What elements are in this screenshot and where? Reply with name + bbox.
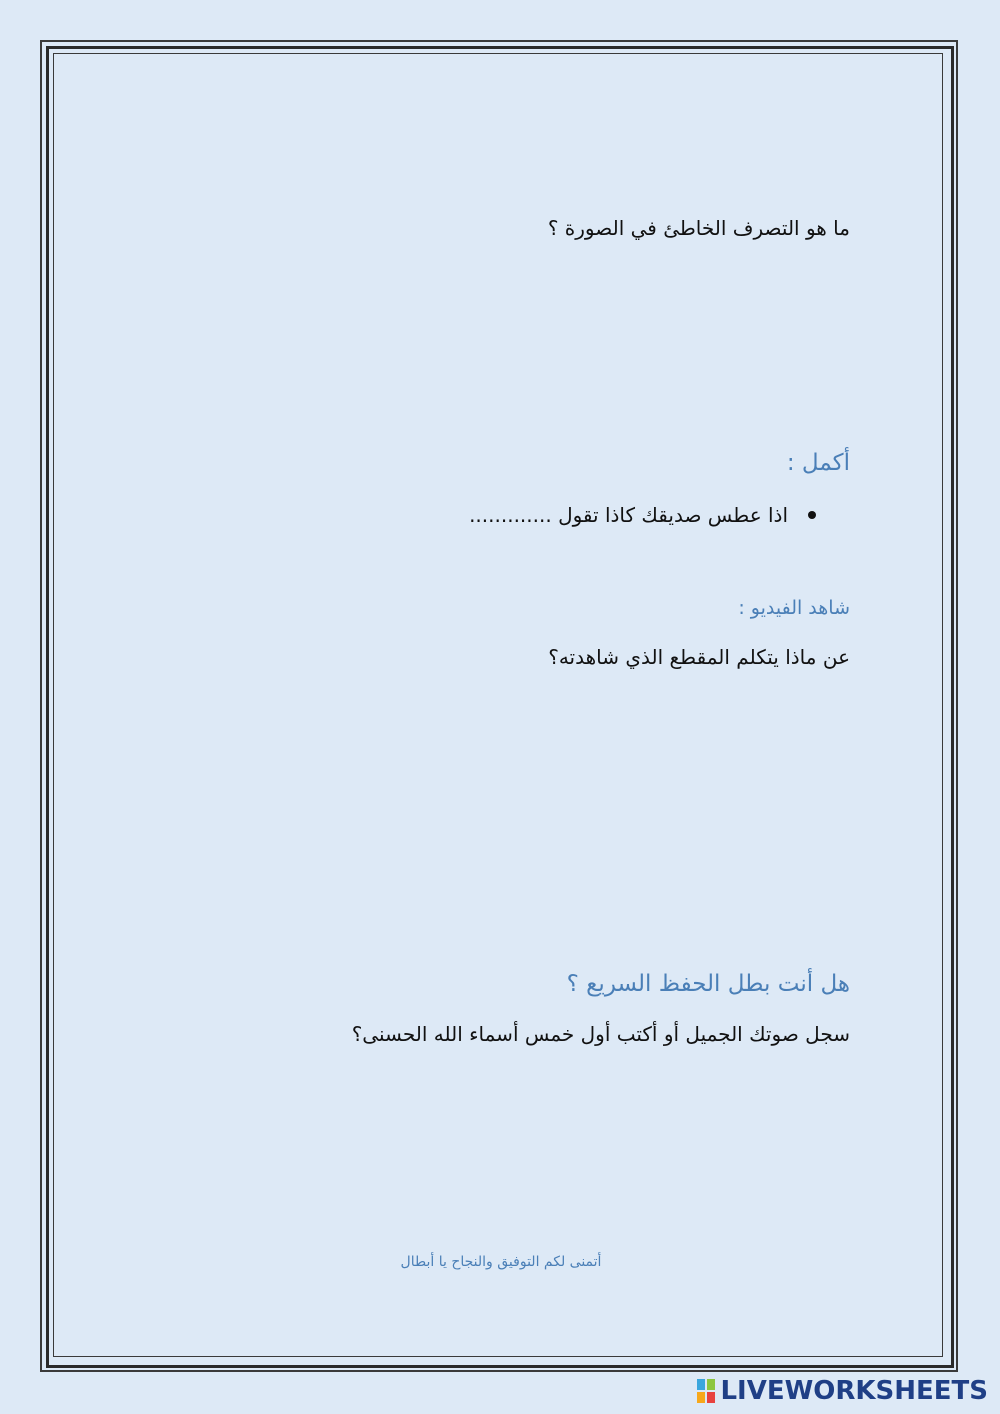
memorize-heading: هل أنت بطل الحفظ السريع ؟ [566,971,850,997]
complete-item-row [469,503,850,527]
logo-grid-icon [696,1378,716,1404]
complete-heading: أكمل : [786,450,850,476]
complete-item-text: اذا عطس صديقك كاذا تقول ............. [469,503,788,527]
video-heading: شاهد الفيديو : [738,597,850,619]
logo-text: LIVEWORKSHEETS [720,1376,988,1406]
memorize-instruction: سجل صوتك الجميل أو أكتب أول خمس أسماء الله الحسنى؟ [351,1022,850,1046]
footer-wish: أتمنى لكم التوفيق والنجاح يا أبطال [400,1254,602,1270]
liveworksheets-logo [696,1376,988,1406]
bullet-icon [808,511,816,519]
page-frame-inner [53,53,943,1357]
video-question: عن ماذا يتكلم المقطع الذي شاهدته؟ [548,645,850,669]
question-wrong-behavior: ما هو التصرف الخاطئ في الصورة ؟ [547,216,850,240]
